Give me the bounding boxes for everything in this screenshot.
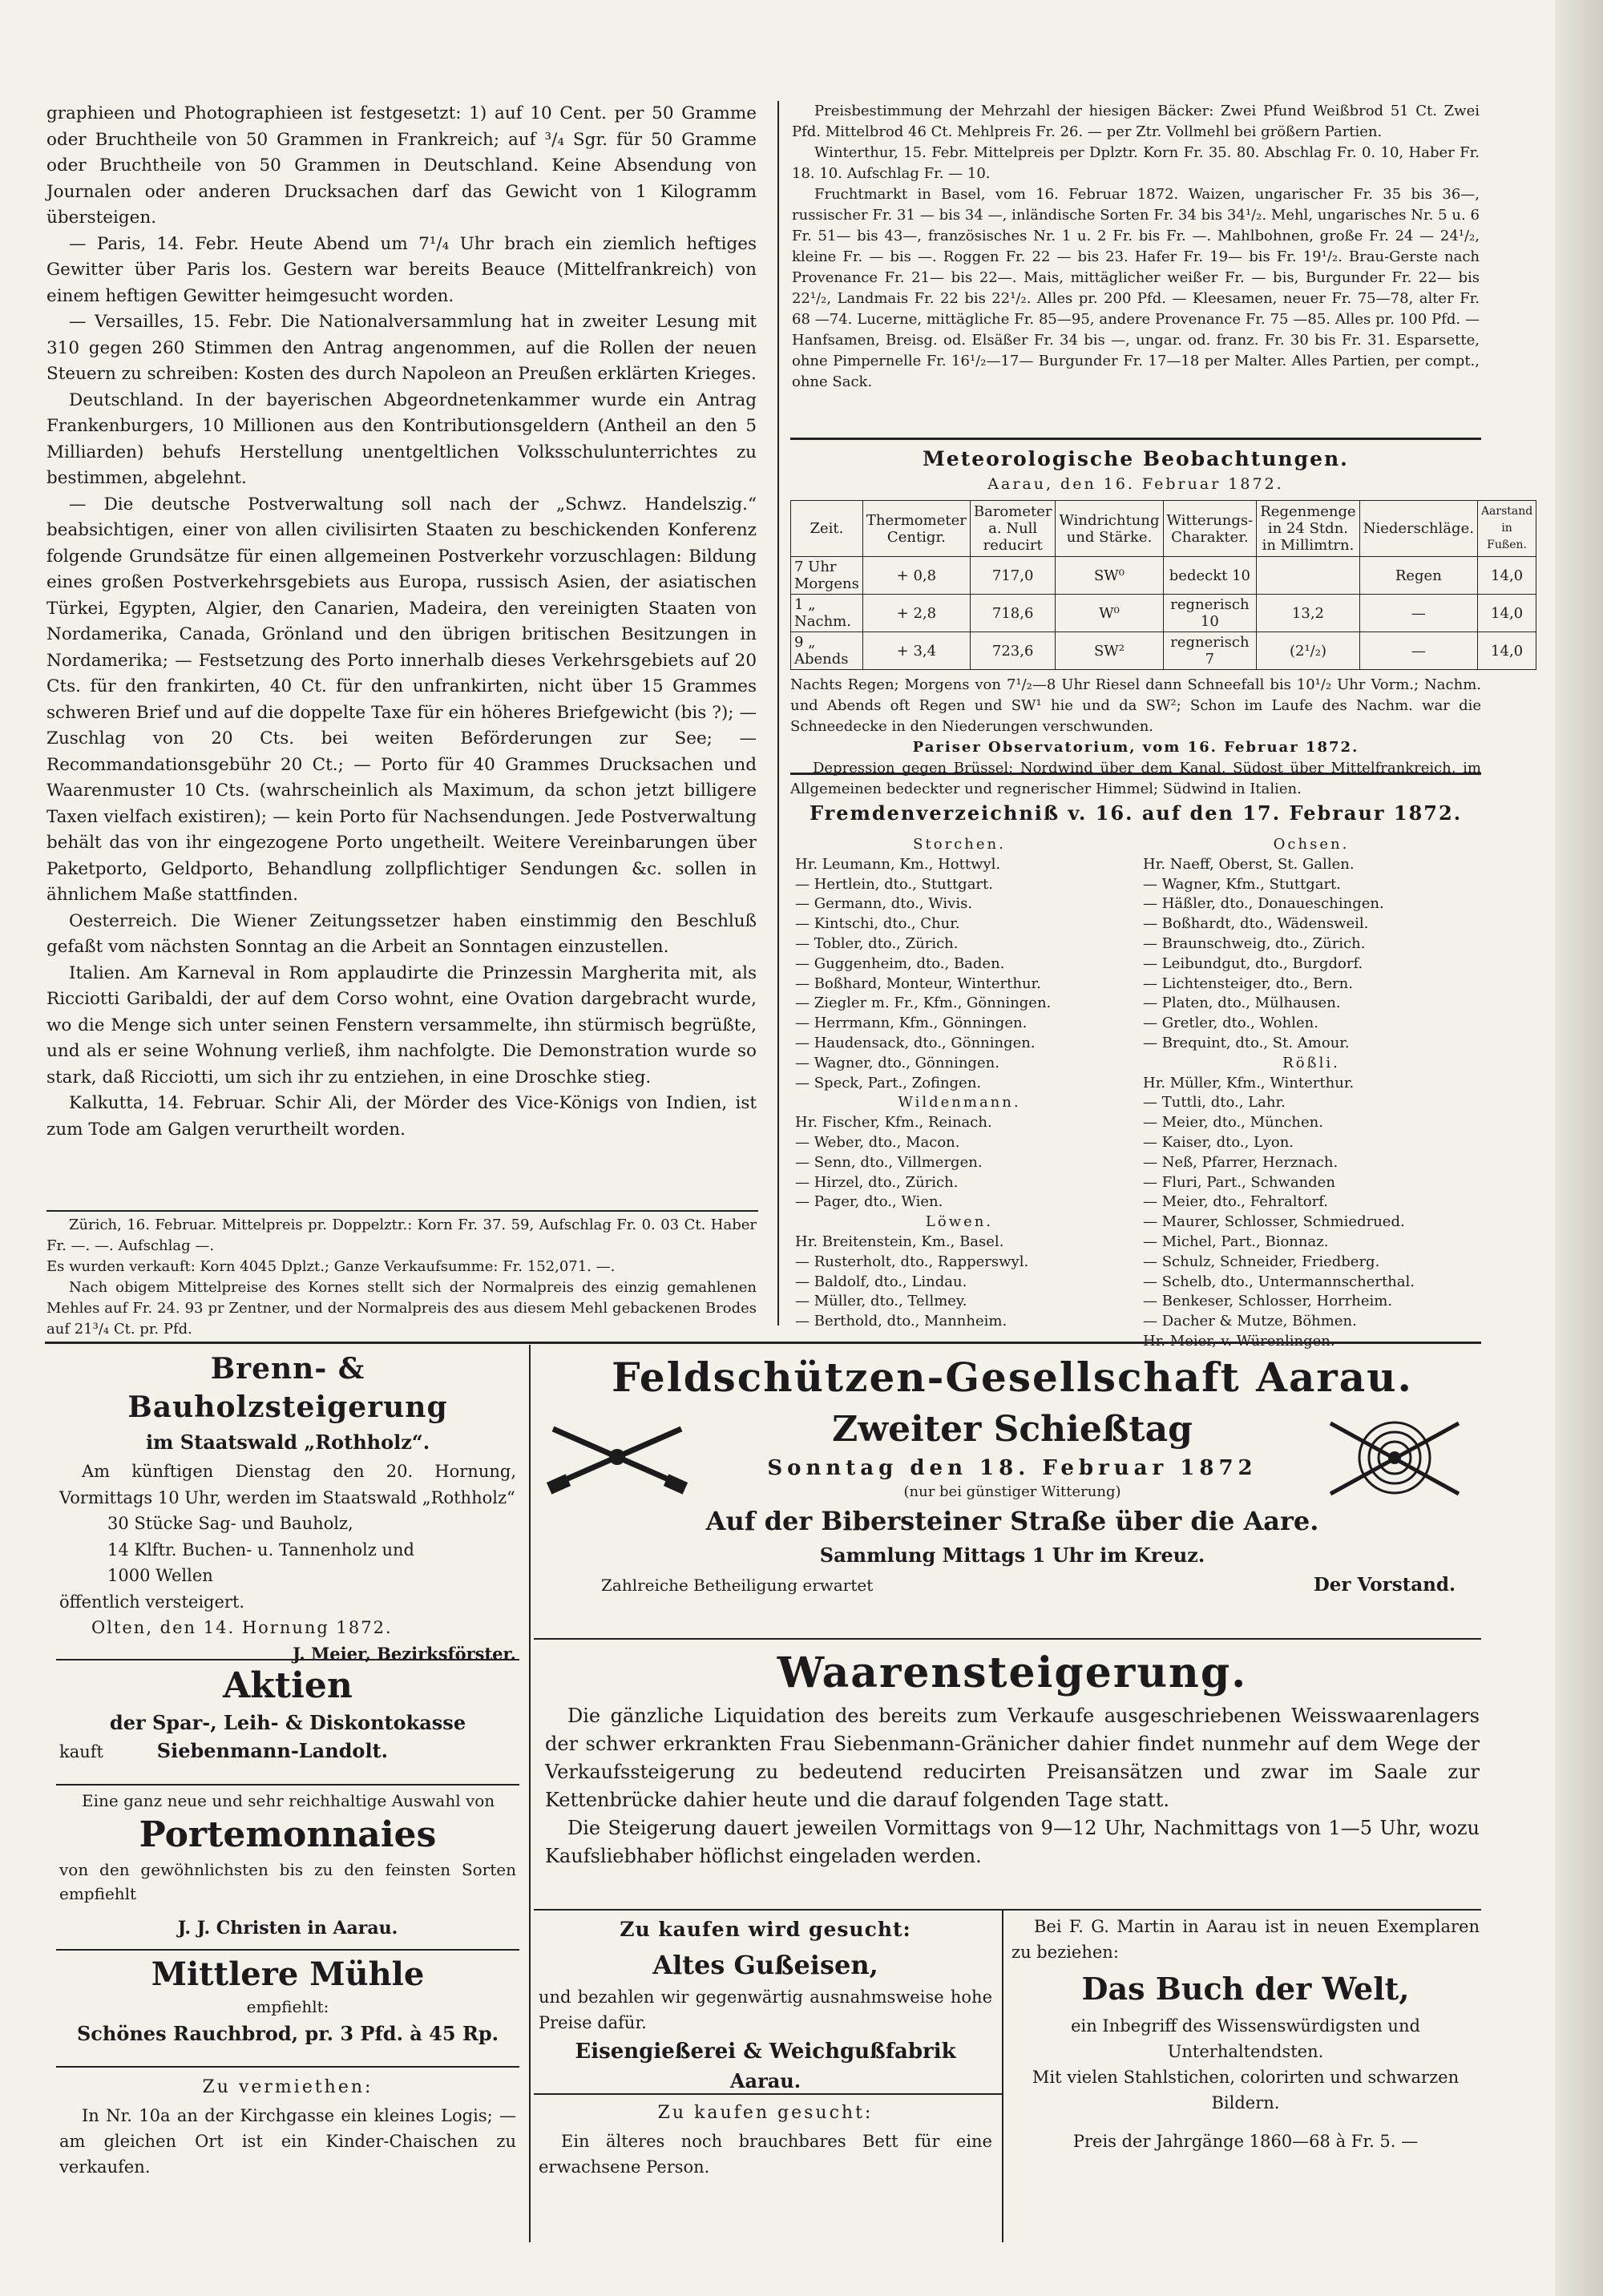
ad-buch-der-welt — [1011, 1914, 1480, 2202]
hotel-heading: Löwen. — [925, 1213, 994, 1231]
cell: W⁰ — [1056, 595, 1163, 632]
cell: regnerisch 10 — [1163, 595, 1257, 632]
news-paragraph: Kalkutta, 14. Februar. Schir Ali, der Mörder des Vice-Königs von Indien, ist zum Tode am Galgen verurtheilt worden. — [46, 1093, 757, 1140]
ad-title: Zu kaufen wird gesucht: — [620, 1918, 911, 1941]
news-paragraph: — Die deutsche Postverwaltung soll nach der „Schwz. Handelszig.“ beabsichtigen, einer von allen civilisirten Staaten zu beschickenden Konferenz folgende Grundsätze für einen allgemeinen Postverkehr vorzuschlagen: Bildung eines großen Postverkehrsgebiets aus Europa, russisch Asien, der asiatischen Türkei, Egypten, Algier, den Canarien, Madeira, den vereinigten Staaten von Nordamerika, Canada, Grönland und den übrigen britischen Besitzungen in Nordamerika; — Festsetzung des Porto innerhalb dieses Verkehrsgebiets auf 20 Cts. für den frankirten, 40 Ct. für den unfrankirten, nicht über 15 Grammes schweren Brief und auf die doppelte Taxe für ein höheres Briefgewicht (bis ?); — Zuschlag von 20 Cts. bei weiten Beförderungen zur See; — Recommandationsgebühr 20 Ct.; — Porto für 40 Grammes Drucksachen und Waarenmuster 10 Cts. (wahrscheinlich als Maximum, da schon jetzt billigere Taxen vielfach existiren); — kein Porto für Nachsendungen. Jede Postverwaltung behält das von ihr eingezogene Porto ungetheilt. Weitere Vereinbarungen über Paketporto, Geldporto, Behandlung zollpflichtiger Sendungen &c. sollen in ähnlichem Maße stattfinden. — [46, 494, 757, 905]
guest-entry: — Kaiser, dto., Lyon. — [1143, 1133, 1294, 1151]
page-edge — [1555, 0, 1603, 2296]
guest-entry: — Hirzel, dto., Zürich. — [795, 1173, 959, 1191]
divider — [534, 2093, 1002, 2095]
news-paragraph: Oesterreich. Die Wiener Zeitungssetzer haben einstimmig den Beschluß gefaßt vom nächsten Sonntag an die Arbeit an Sonntagen einzustellen. — [46, 910, 757, 957]
cell: — — [1359, 632, 1477, 670]
cell: 14,0 — [1477, 557, 1536, 595]
meteo-table — [790, 500, 1536, 670]
ad-zu-vermiethen — [59, 2072, 516, 2185]
guest-entry: — Meier, dto., München. — [1143, 1114, 1323, 1132]
table-row — [791, 632, 1536, 670]
guest-entry: — Fluri, Part., Schwanden — [1143, 1173, 1335, 1191]
ad-item: 1000 Wellen — [107, 1566, 213, 1585]
cell: 14,0 — [1477, 632, 1536, 670]
cell: + 2,8 — [862, 595, 970, 632]
col-header: Windrichtung und Stärke. — [1056, 501, 1163, 557]
ad-title: Waarensteigerung. — [777, 1648, 1248, 1697]
zurich-market-report — [46, 1215, 757, 1338]
ad-subtitle: im Staatswald „Rothholz“. — [145, 1430, 430, 1454]
table-row — [791, 595, 1536, 632]
guest-entry: — Germann, dto., Wivis. — [795, 895, 973, 913]
guest-entry: — Tobler, dto., Zürich. — [795, 934, 959, 952]
cell: SW² — [1056, 632, 1163, 670]
news-paragraph: Italien. Am Karneval in Rom applaudirte die Prinzessin Margherita mit, als Ricciotti Garibaldi, der auf dem Corso wohnt, eine Ovation dargebracht wurde, wo die Menge sich unter seinen Fenstern versammelte, ihn stürmisch begrüßte, und als er seine Wohnung verließ, ihm nachfolgte. Die Demonstration wurde so stark, daß Ricciotti, um sich ihr zu entziehen, in eine Droschke stieg. — [46, 962, 757, 1087]
guest-entry: — Pager, dto., Wien. — [795, 1193, 943, 1211]
cell: 1 „ Nachm. — [791, 595, 863, 632]
guest-entry: Hr. Leumann, Km., Hottwyl. — [795, 855, 1001, 873]
ad-title: Brenn- & Bauholzsteigerung — [127, 1352, 448, 1424]
col-header: Regenmenge in 24 Stdn. in Millimtrn. — [1257, 501, 1359, 557]
ad-text: Am künftigen Dienstag den 20. Hornung, Vormittags 10 Uhr, werden im Staatswald „Rothholz“ — [59, 1462, 516, 1507]
cell: SW⁰ — [1056, 557, 1163, 595]
guest-entry: — Boßhardt, dto., Wädensweil. — [1143, 915, 1369, 933]
column-divider — [777, 101, 779, 1326]
divider — [56, 2066, 519, 2068]
ad-text: der Spar-, Leih- & Diskontokasse — [109, 1711, 466, 1734]
ad-text: von den gewöhnlichsten bis zu den feinsten Sorten empfiehlt — [59, 1860, 516, 1903]
col-header: Zeit. — [791, 501, 863, 557]
guest-entry: — Neß, Pfarrer, Herznach. — [1143, 1153, 1339, 1171]
market-line: Es wurden verkauft: Korn 4045 Dplzt.; Ganze Verkaufsumme: Fr. 152,071. —. — [46, 1258, 616, 1275]
cell: 723,6 — [970, 632, 1056, 670]
guest-entry: — Kintschi, dto., Chur. — [795, 915, 960, 933]
crossed-rifles-icon — [545, 1417, 689, 1497]
ad-title: Zu vermiethen: — [202, 2077, 373, 2097]
guest-entry: — Meier, dto., Fehraltorf. — [1143, 1193, 1328, 1211]
ad-text: Auf der Bibersteiner Straße über die Aare. — [705, 1506, 1319, 1536]
divider — [45, 1342, 1481, 1344]
meteo-title: Meteorologische Beobachtungen. — [923, 447, 1349, 470]
cell: 718,6 — [970, 595, 1056, 632]
paris-observatory-text: Depression gegen Brüssel; Nordwind über dem Kanal, Südost über Mittelfrankreich, im Allgemeinen bedeckter und regnerischer Himmel; Südwind in Italien. — [790, 760, 1481, 797]
guest-list-section — [790, 800, 1481, 1350]
ad-subtitle: Altes Gußeisen, — [652, 1950, 878, 1980]
guest-entry: — Baldolf, dto., Lindau. — [795, 1273, 967, 1290]
cell: 717,0 — [970, 557, 1056, 595]
ad-text: (nur bei günstiger Witterung) — [903, 1483, 1121, 1500]
meteo-notes: Nachts Regen; Morgens von 7¹/₂—8 Uhr Riesel dann Schneefall bis 10¹/₂ Uhr Vorm.; Nachm. und Abends oft Regen und SW¹ hie und da SW²; Schon im Laufe des Nachm. war die Schneedecke in den Niederungen verschwunden. — [790, 676, 1481, 735]
col-header: Thermometer Centigr. — [862, 501, 970, 557]
guest-entry: — Benkeser, Schlosser, Horrheim. — [1143, 1293, 1393, 1310]
news-paragraph: graphieen und Photographieen ist festgesetzt: 1) auf 10 Cent. per 50 Gramme oder Bruchtheile von 50 Grammen in Frankreich; auf ³/₄ Sgr. für 50 Gramme oder Bruchtheile von 50 Grammen in Deutschland. Keine Absendung von Journalen oder anderen Drucksachen darf das Gewicht von 1 Kilogramm übersteigen. — [46, 103, 757, 228]
divider — [790, 438, 1481, 440]
ad-text: ein Inbegriff des Wissenswürdigsten und Unterhaltendsten. — [1071, 2016, 1420, 2061]
guest-entry: — Michel, Part., Bionnaz. — [1143, 1233, 1329, 1250]
ad-date: Sonntag den 18. Februar 1872 — [767, 1456, 1258, 1480]
ad-waarensteigerung — [545, 1644, 1480, 1907]
ad-item: 30 Stücke Sag- und Bauholz, — [107, 1514, 353, 1533]
hotel-heading: Rößli. — [1282, 1054, 1340, 1071]
news-column-left — [46, 101, 757, 1181]
news-paragraph: Preisbestimmung der Mehrzahl der hiesigen Bäcker: Zwei Pfund Weißbrod 51 Ct. Zwei Pfd. Mittelbrod 46 Ct. Mehlpreis Fr. 26. — per Ztr. Vollmehl bei größern Partien. — [792, 103, 1480, 140]
ad-text: Ein älteres noch brauchbares Bett für eine erwachsene Person. — [539, 2132, 992, 2177]
cell: (2¹/₂) — [1257, 632, 1359, 670]
ad-title: Mittlere Mühle — [151, 1955, 425, 1993]
news-paragraph: Fruchtmarkt in Basel, vom 16. Februar 1872. Waizen, ungarischer Fr. 35 bis 36—, russischer Fr. 31 — bis 34 —, inländische Sorten Fr. 34 bis 34¹/₂. Mehl, ungarisches Nr. 5 u. 6 Fr. 51— bis 43—, französisches Nr. 1 u. 2 Fr. bis Fr. —. Mahlbohnen, große Fr. 24 — 24¹/₂, kleine Fr. — bis —. Roggen Fr. 22 — bis 23. Hafer Fr. 19— bis Fr. 19¹/₂. Brau-Gerste nach Provenance Fr. 21— bis 22—. Mais, mittäglicher weißer Fr. — bis, Burgunder Fr. 22— bis 22¹/₂, Landmais Fr. 22 bis 22¹/₂. Alles pr. 200 Pfd. — Kleesamen, neuer Fr. 75—78, alter Fr. 68 —74. Lucerne, mittägliche Fr. 85—95, andere Provenance Fr. 75 —85. Alles pr. 100 Pfd. — Hanfsamen, Breisg. od. Elsäßer Fr. 34 bis —, ungar. od. franz. Fr. 30 bis Fr. 31. Esparsette, ohne Pimpernelle Fr. 16¹/₂—17— Burgunder Fr. 17—18 per Malter. Alles Partien, per compt., ohne Sack. — [792, 186, 1480, 390]
guest-list-right — [1143, 835, 1480, 1352]
ad-title: Feldschützen-Gesellschaft Aarau. — [612, 1354, 1413, 1401]
ad-text: Sammlung Mittags 1 Uhr im Kreuz. — [819, 1543, 1205, 1567]
news-paragraph: Deutschland. In der bayerischen Abgeordnetenkammer wurde ein Antrag Frankenburgers, 10 Millionen aus den Kontributionsgeldern (Antheil an den 5 Milliarden) behufs Herstellung unentgeltlichen Volksschulunterrichtes zu bestimmen, abgelehnt. — [46, 389, 757, 488]
ad-column-divider — [1002, 1911, 1003, 2242]
guest-entry: — Schulz, Schneider, Friedberg. — [1143, 1253, 1380, 1270]
divider — [56, 1949, 519, 1951]
ad-signature: J. J. Christen in Aarau. — [177, 1918, 398, 1939]
ad-text: Schönes Rauchbrod, pr. 3 Pfd. à 45 Rp. — [76, 2022, 499, 2045]
ad-text: und bezahlen wir gegenwärtig ausnahmsweise hohe Preise dafür. — [539, 1987, 992, 2032]
ad-signature: Eisengießerei & Weichgußfabrik — [575, 2040, 956, 2064]
guest-list-left — [795, 835, 1124, 1332]
hotel-heading: Ochsen. — [1273, 836, 1350, 853]
ad-brenn-bauholz — [59, 1350, 516, 1664]
col-header: Aarstand in Fußen. — [1477, 501, 1536, 557]
ad-signature: Der Vorstand. — [1313, 1574, 1456, 1596]
guest-list-title: Fremdenverzeichniß v. 16. auf den 17. Febraur 1872. — [809, 801, 1463, 825]
ad-feldschuetzen — [545, 1350, 1480, 1638]
table-row — [791, 557, 1536, 595]
guest-entry: — Speck, Part., Zofingen. — [795, 1074, 982, 1092]
guest-entry: — Berthold, dto., Mannheim. — [795, 1313, 1007, 1330]
guest-entry: — Wagner, dto., Gönningen. — [795, 1054, 999, 1071]
ad-text: Bei F. G. Martin in Aarau ist in neuen Exemplaren zu beziehen: — [1011, 1917, 1480, 1962]
ad-mittlere-muehle — [59, 1954, 516, 2063]
guest-entry: — Tuttli, dto., Lahr. — [1143, 1094, 1286, 1112]
ad-title: Zu kaufen gesucht: — [657, 2103, 874, 2123]
guest-entry: — Ziegler m. Fr., Kfm., Gönningen. — [795, 995, 1052, 1012]
cell — [1257, 557, 1359, 595]
cell: + 3,4 — [862, 632, 970, 670]
ad-text: Zahlreiche Betheiligung erwartet — [601, 1576, 874, 1595]
ad-column-divider — [529, 1345, 531, 2242]
guest-entry: Hr. Breitenstein, Km., Basel. — [795, 1233, 1004, 1250]
paris-observatory-title: Pariser Observatorium, vom 16. Februar 1872. — [912, 739, 1359, 756]
ad-place-date: Olten, den 14. Hornung 1872. — [91, 1618, 393, 1637]
ad-signature: J. Meier, Bezirksförster. — [293, 1643, 516, 1664]
guest-entry: — Gretler, dto., Wohlen. — [1143, 1015, 1318, 1032]
ad-bett — [539, 2098, 992, 2186]
divider — [56, 1659, 519, 1660]
divider — [534, 1909, 1481, 1911]
guest-entry: — Müller, dto., Tellmey. — [795, 1293, 967, 1310]
market-line: Nach obigem Mittelpreise des Kornes stellt sich der Normalpreis des einzig gemahlenen Mehles auf Fr. 24. 93 pr Zentner, und der Normalpreis des aus diesem Mehl gebackenen Brodes auf 21³/₄ Ct. pr. Pfd. — [46, 1279, 757, 1338]
ad-signature: Aarau. — [729, 2069, 802, 2092]
ad-title: Das Buch der Welt, — [1081, 1971, 1410, 2007]
ad-text: kauft — [59, 1742, 103, 1761]
ad-text: Eine ganz neue und sehr reichhaltige Auswahl von — [82, 1791, 495, 1810]
ad-item: 14 Klftr. Buchen- u. Tannenholz und — [107, 1539, 414, 1560]
divider — [46, 1210, 758, 1212]
guest-entry: — Boßhard, Monteur, Winterthur. — [795, 974, 1041, 992]
ad-text: Mit vielen Stahlstichen, colorirten und schwarzen Bildern. — [1032, 2068, 1460, 2112]
guest-entry: — Dacher & Mutze, Böhmen. — [1143, 1313, 1357, 1330]
cell: — — [1359, 595, 1477, 632]
guest-entry: — Hertlein, dto., Stuttgart. — [795, 875, 993, 893]
divider — [790, 773, 1481, 775]
guest-entry: — Häßler, dto., Donaueschingen. — [1143, 895, 1384, 913]
target-with-rifles-icon — [1322, 1414, 1467, 1502]
guest-entry: Hr. Müller, Kfm., Winterthur. — [1143, 1074, 1355, 1092]
ad-title: Aktien — [223, 1665, 353, 1706]
ad-price: Preis der Jahrgänge 1860—68 à Fr. 5. — — [1072, 2132, 1419, 2151]
ad-text: öffentlich versteigert. — [59, 1592, 245, 1612]
news-paragraph: — Versailles, 15. Febr. Die Nationalversammlung hat in zweiter Lesung mit 310 gegen 260 Stimmen den Antrag angenommen, auf die Rollen der neuen Steuern zu schreiben: Kosten des durch Napoleon an Preußen erklärten Krieges. — [46, 312, 757, 384]
guest-entry: Hr. Fischer, Kfm., Reinach. — [795, 1114, 992, 1132]
guest-entry: — Lichtensteiger, dto., Bern. — [1143, 974, 1353, 992]
ad-portemonnaies — [59, 1789, 516, 1949]
ad-title: Portemonnaies — [139, 1814, 437, 1855]
col-header: Witterungs-Charakter. — [1163, 501, 1257, 557]
col-header: Niederschläge. — [1359, 501, 1477, 557]
cell: regnerisch 7 — [1163, 632, 1257, 670]
guest-entry: — Leibundgut, dto., Burgdorf. — [1143, 954, 1363, 972]
news-column-right — [792, 101, 1480, 438]
cell: + 0,8 — [862, 557, 970, 595]
meteo-subtitle: Aarau, den 16. Februar 1872. — [987, 475, 1284, 493]
news-paragraph: — Paris, 14. Febr. Heute Abend um 7¹/₄ Uhr brach ein ziemlich heftiges Gewitter über Paris los. Gestern war bereits Beauce (Mittelfrankreich) von einem heftigen Gewitter heimgesucht worden. — [46, 233, 757, 306]
hotel-heading: Storchen. — [913, 836, 1006, 853]
cell: Regen — [1359, 557, 1477, 595]
meteo-section — [790, 446, 1533, 797]
guest-entry: — Haudensack, dto., Gönningen. — [795, 1034, 1036, 1051]
guest-entry: — Guggenheim, dto., Baden. — [795, 954, 1005, 972]
guest-entry: Hr. Naeff, Oberst, St. Gallen. — [1143, 855, 1355, 873]
cell: 14,0 — [1477, 595, 1536, 632]
guest-entry: — Maurer, Schlosser, Schmiedrued. — [1143, 1213, 1405, 1231]
guest-entry: — Schelb, dto., Untermannscherthal. — [1143, 1273, 1415, 1290]
guest-entry: Hr. Meier, v. Würenlingen. — [1143, 1332, 1335, 1350]
news-paragraph: Winterthur, 15. Febr. Mittelpreis per Dplztr. Korn Fr. 35. 80. Abschlag Fr. 0. 10, Haber Fr. 18. 10. Aufschlag Fr. — 10. — [792, 144, 1480, 182]
ad-text: In Nr. 10a an der Kirchgasse ein kleines Logis; — am gleichen Ort ist ein Kinder-Chaischen zu verkaufen. — [59, 2106, 516, 2177]
cell: 7 Uhr Morgens — [791, 557, 863, 595]
hotel-heading: Wildenmann. — [898, 1094, 1021, 1112]
guest-entry: — Senn, dto., Villmergen. — [795, 1153, 983, 1171]
ad-subtitle: Zweiter Schießtag — [832, 1409, 1193, 1450]
ad-text: Die gänzliche Liquidation des bereits zum Verkaufe ausgeschriebenen Weisswaarenlagers der schwer erkrankten Frau Siebenmann-Gränicher dahier findet nunmehr auf dem Wege der Verkaufssteigerung zu bedeutend reducirten Preisansätzen und zwar im Saale zur Kettenbrücke dahier heute und die darauf folgenden Tage statt. — [545, 1705, 1480, 1811]
cell: 13,2 — [1257, 595, 1359, 632]
ad-aktien — [59, 1664, 516, 1784]
guest-entry: — Braunschweig, dto., Zürich. — [1143, 934, 1366, 952]
col-header: Barometer a. Null reducirt — [970, 501, 1056, 557]
ad-gusseisen — [539, 1914, 992, 2098]
guest-entry: — Wagner, Kfm., Stuttgart. — [1143, 875, 1342, 893]
ad-text: Die Steigerung dauert jeweilen Vormittags von 9—12 Uhr, Nachmittags von 1—5 Uhr, wozu Kaufsliebhaber höflichst eingeladen werden. — [545, 1817, 1480, 1867]
guest-entry: — Rusterholt, dto., Rapperswyl. — [795, 1253, 1029, 1270]
cell: bedeckt 10 — [1163, 557, 1257, 595]
ad-text: empfiehlt: — [246, 1997, 329, 2016]
cell: 9 „ Abends — [791, 632, 863, 670]
guest-entry: — Weber, dto., Macon. — [795, 1133, 960, 1151]
ad-signature: Siebenmann-Landolt. — [156, 1739, 388, 1762]
guest-entry: — Brequint, dto., St. Amour. — [1143, 1034, 1350, 1051]
guest-entry: — Herrmann, Kfm., Gönningen. — [795, 1015, 1028, 1032]
divider — [534, 1638, 1481, 1640]
divider — [56, 1784, 519, 1786]
guest-entry: — Platen, dto., Mülhausen. — [1143, 995, 1341, 1012]
market-line: Zürich, 16. Februar. Mittelpreis pr. Doppelztr.: Korn Fr. 37. 59, Aufschlag Fr. 0. 03 Ct. Haber Fr. —. —. Aufschlag —. — [46, 1217, 757, 1254]
